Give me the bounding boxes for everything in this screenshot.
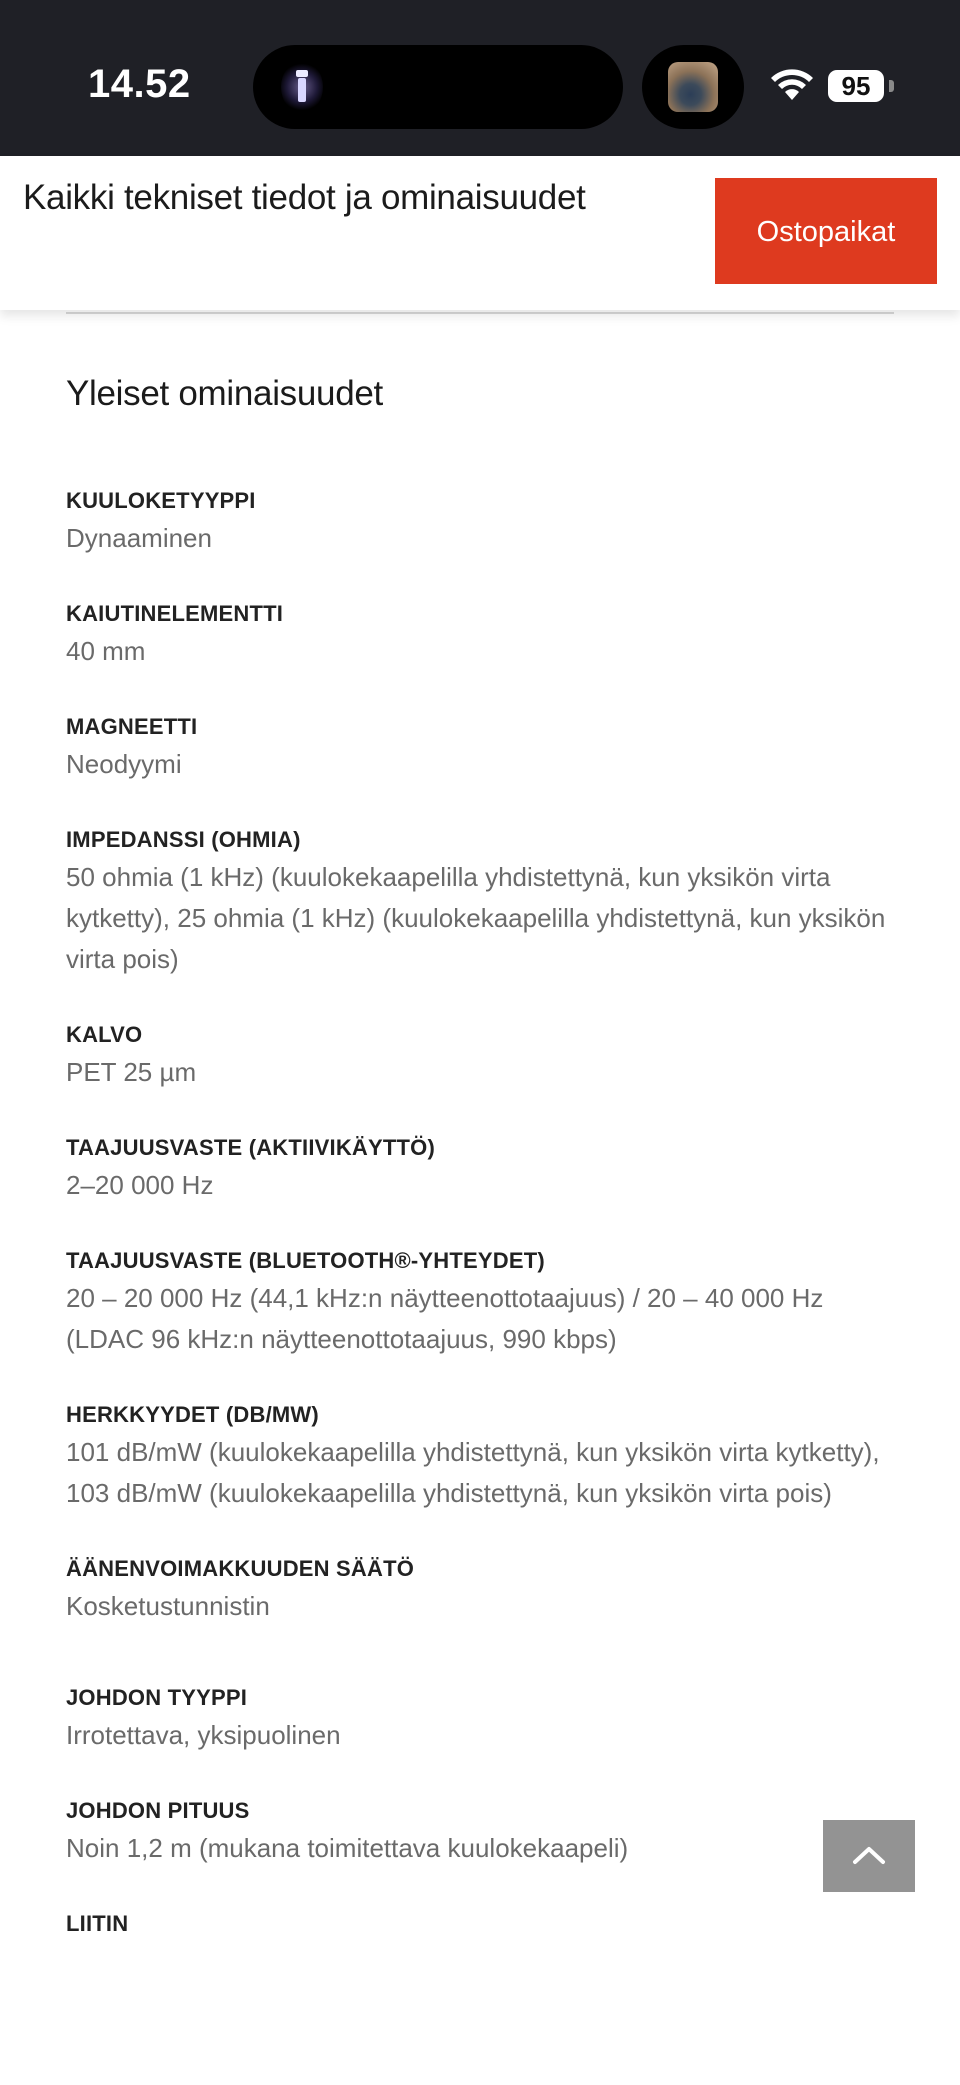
- album-art-icon: [668, 62, 718, 112]
- flashlight-icon: [281, 61, 323, 113]
- spec-value: Kosketustunnistin: [66, 1591, 270, 1621]
- spec-value: PET 25 µm: [66, 1057, 197, 1087]
- dynamic-island[interactable]: [253, 45, 623, 129]
- spec-label: JOHDON TYYPPI: [66, 1685, 248, 1710]
- spec-value: 2–20 000 Hz: [66, 1170, 214, 1200]
- battery-icon: 95: [828, 70, 884, 102]
- spec-item: [66, 484, 896, 559]
- spec-label: TAAJUUSVASTE (BLUETOOTH®-YHTEYDET): [66, 1248, 545, 1273]
- spec-value: 50 ohmia (1 kHz) (kuulokekaapelilla yhdistettynä, kun yksikön virta kytketty), 25 ohmia (1 kHz) (kuulokekaapelilla yhdistettynä, kun yksikön virta pois): [66, 862, 886, 974]
- spec-value: 20 – 20 000 Hz (44,1 kHz:n näytteenottotaajuus) / 20 – 40 000 Hz (LDAC 96 kHz:n näytteenottotaajuus, 990 kbps): [66, 1283, 824, 1354]
- spec-label: LIITIN: [66, 1911, 129, 1936]
- page-title: Kaikki tekniset tiedot ja ominaisuudet: [23, 178, 586, 217]
- spec-value: Irrotettava, yksipuolinen: [66, 1720, 341, 1750]
- spec-item: [66, 597, 896, 672]
- spec-label: TAAJUUSVASTE (AKTIIVIKÄYTTÖ): [66, 1135, 436, 1160]
- spec-value: Noin 1,2 m (mukana toimitettava kuulokekaapeli): [66, 1833, 629, 1863]
- spec-item: [66, 710, 896, 785]
- spec-value: Dynaaminen: [66, 523, 212, 553]
- spec-value: Neodyymi: [66, 749, 182, 779]
- spec-item: [66, 1794, 896, 1869]
- spec-item: [66, 1131, 896, 1206]
- chevron-up-icon: [851, 1840, 887, 1870]
- spec-label: KALVO: [66, 1022, 143, 1047]
- now-playing-pill[interactable]: [642, 45, 744, 129]
- spec-item: [66, 1907, 896, 1941]
- spec-item: [66, 1398, 896, 1514]
- spec-value: 101 dB/mW (kuulokekaapelilla yhdistettynä, kun yksikön virta kytketty), 103 dB/mW (kuulokekaapelilla yhdistettynä, kun yksikön virta pois): [66, 1437, 880, 1508]
- spec-value: 40 mm: [66, 636, 146, 666]
- back-to-top-button[interactable]: [823, 1820, 915, 1892]
- status-time: 14.52: [88, 62, 191, 106]
- divider: [66, 312, 894, 314]
- battery-tip: [889, 80, 894, 92]
- spec-item: [66, 1552, 896, 1627]
- spec-label: KAIUTINELEMENTTI: [66, 601, 284, 626]
- spec-item: [66, 1018, 896, 1093]
- spec-label: JOHDON PITUUS: [66, 1798, 250, 1823]
- spec-label: IMPEDANSSI (OHMIA): [66, 827, 301, 852]
- status-bar: [0, 0, 960, 156]
- spec-label: MAGNEETTI: [66, 714, 198, 739]
- spec-label: KUULOKETYYPPI: [66, 488, 256, 513]
- spec-item: [66, 1681, 896, 1756]
- sticky-header: [0, 156, 960, 310]
- spec-list: [66, 484, 896, 1979]
- spec-label: HERKKYYDET (DB/MW): [66, 1402, 319, 1427]
- spec-item: [66, 1244, 896, 1360]
- spec-label: ÄÄNENVOIMAKKUUDEN SÄÄTÖ: [66, 1556, 415, 1581]
- section-heading: Yleiset ominaisuudet: [66, 374, 383, 413]
- wifi-icon: [770, 66, 814, 102]
- spec-item: [66, 823, 896, 980]
- where-to-buy-button[interactable]: Ostopaikat: [715, 178, 937, 284]
